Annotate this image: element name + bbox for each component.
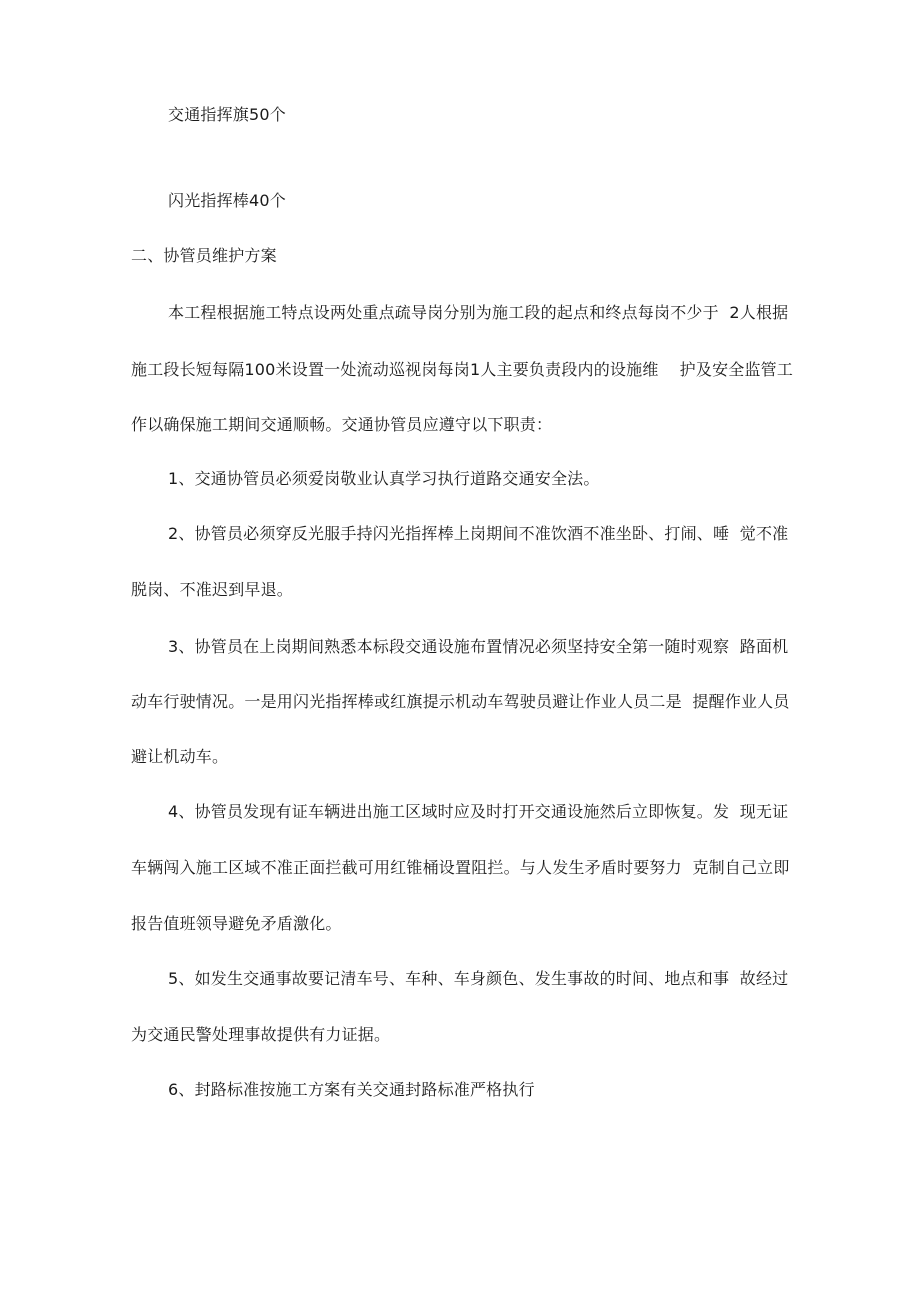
duty-item-2-line-2: 脱岗、不准迟到早退。 xyxy=(131,580,294,599)
duty-item-2-line-1: 2、协管员必须穿反光服手持闪光指挥棒上岗期间不准饮酒不准坐卧、打闹、唾 觉不准 xyxy=(168,524,789,543)
paragraph-intro-line-3: 作以确保施工期间交通顺畅。交通协管员应遵守以下职责： xyxy=(131,415,553,434)
duty-item-1: 1、交通协管员必须爱岗敬业认真学习执行道路交通安全法。 xyxy=(168,469,600,488)
duty-item-5-line-2: 为交通民警处理事故提供有力证据。 xyxy=(131,1025,391,1044)
duty-item-3-line-1: 3、协管员在上岗期间熟悉本标段交通设施布置情况必须坚持安全第一随时观察 路面机 xyxy=(168,637,789,656)
paragraph-intro-line-2: 施工段长短每隔100米设置一处流动巡视岗每岗1人主要负责段内的设施维 护及安全监管工 xyxy=(131,360,794,379)
duty-item-4-line-3: 报告值班领导避免矛盾激化。 xyxy=(131,914,342,933)
duty-item-4-line-1: 4、协管员发现有证车辆进出施工区域时应及时打开交通设施然后立即恢复。发 现无证 xyxy=(168,802,789,821)
duty-item-5-line-1: 5、如发生交通事故要记清车号、车种、车身颜色、发生事故的时间、地点和事 故经过 xyxy=(168,969,789,988)
section-heading: 二、协管员维护方案 xyxy=(131,246,277,265)
text-line-equipment-batons: 闪光指挥棒40个 xyxy=(168,191,286,210)
duty-item-3-line-3: 避让机动车。 xyxy=(131,747,229,766)
duty-item-6: 6、封路标准按施工方案有关交通封路标准严格执行 xyxy=(168,1080,535,1099)
paragraph-intro-line-1: 本工程根据施工特点设两处重点疏导岗分别为施工段的起点和终点每岗不少于 2人根据 xyxy=(168,303,789,322)
duty-item-4-line-2: 车辆闯入施工区域不准正面拦截可用红锥桶设置阻拦。与人发生矛盾时要努力 克制自己立即 xyxy=(131,858,790,877)
text-line-equipment-flags: 交通指挥旗50个 xyxy=(168,105,286,124)
duty-item-3-line-2: 动车行驶情况。一是用闪光指挥棒或红旗提示机动车驾驶员避让作业人员二是 提醒作业人员 xyxy=(131,692,790,711)
